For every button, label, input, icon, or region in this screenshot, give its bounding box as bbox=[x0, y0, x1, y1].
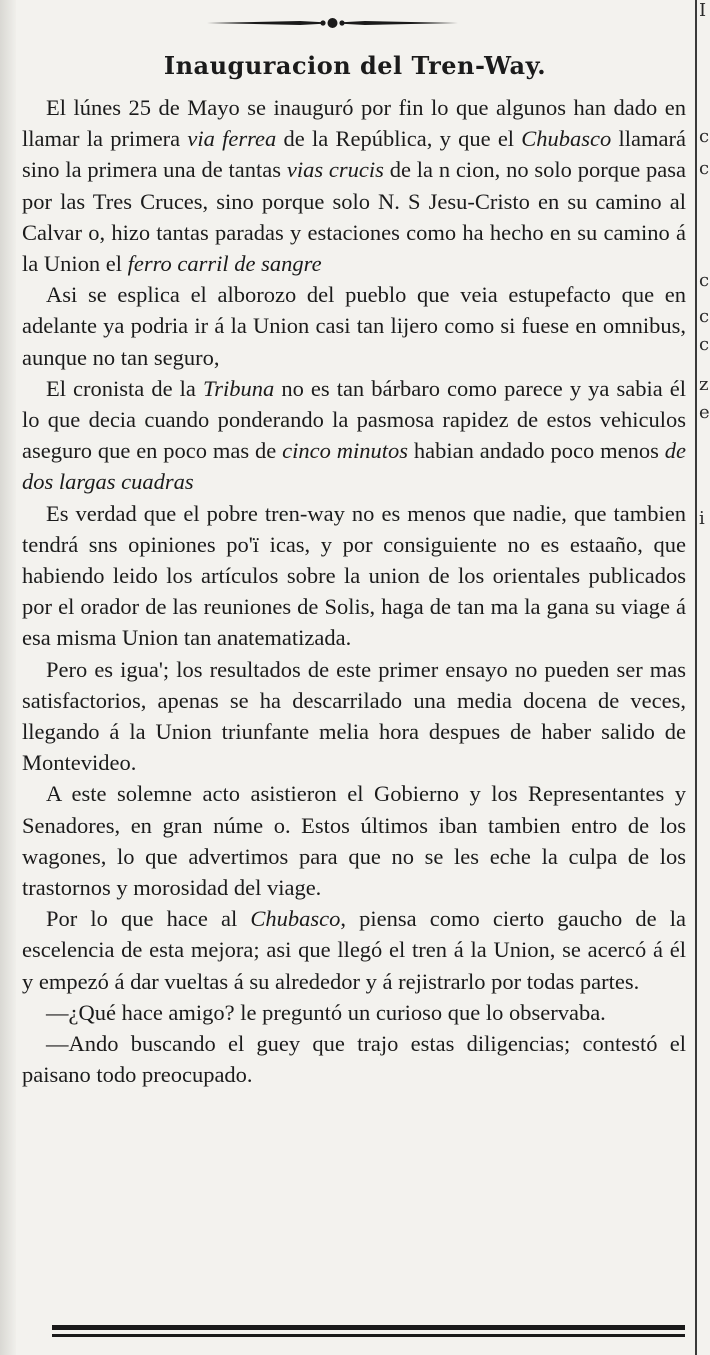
edge-fragment: i bbox=[699, 508, 705, 529]
text-run: Es verdad que el pobre tren-way no es menos que nadie, que tambien tendrá sns opiniones po'ï icas, y por consiguiente no es estaaño, que habiendo leido los artículos sobre la union de los orientales publicados por el orador de las reuniones de Solis, haga de tan ma la gana su viage á esa misma Union tan anatematizada. bbox=[22, 500, 686, 651]
article-body bbox=[22, 92, 686, 1091]
text-run: de la n cion, no solo porque pasa por las Tres Cruces, sino porque solo N. S Jesu-Cristo en su camino al Calvar o, hizo tantas paradas y estaciones como ha hecho en su camino á la Union el bbox=[22, 157, 686, 277]
article-paragraph bbox=[22, 903, 686, 997]
italic-text-run: vias crucis bbox=[286, 157, 384, 183]
article-paragraph bbox=[22, 1028, 686, 1090]
column-divider-rule bbox=[695, 0, 697, 1355]
text-run: Asi se esplica el alborozo del pueblo que veia estupefacto que en adelante ya podria ir á la Union casi tan lijero como si fuese en omnibus, aunque no tan seguro, bbox=[22, 282, 686, 370]
text-run: El cronista de la bbox=[46, 375, 203, 401]
article-paragraph bbox=[22, 279, 686, 373]
ornamental-rule-icon bbox=[205, 14, 460, 32]
edge-fragment: z bbox=[699, 374, 709, 395]
edge-fragment: c bbox=[699, 334, 710, 355]
edge-fragment: e bbox=[699, 402, 710, 423]
italic-text-run: Chubasco bbox=[250, 906, 341, 932]
article-paragraph bbox=[22, 778, 686, 903]
text-run: , piensa como cierto gaucho de la escelencia de esta mejora; asi que llegó el tren á la Union, se acercó á él y empezó á dar vueltas á su alrededor y á rejistrarlo por todas partes. bbox=[22, 906, 686, 994]
article-paragraph bbox=[22, 92, 686, 279]
edge-fragment: c bbox=[699, 126, 710, 147]
article-headline: Inauguracion del Tren-Way. bbox=[163, 51, 547, 80]
italic-text-run: de dos largas cuadras bbox=[22, 438, 686, 495]
article-paragraph bbox=[22, 997, 686, 1028]
text-run: Pero es igua'; los resultados de este primer ensayo no pueden ser mas satisfactorios, apenas se ha descarrilado una media docena de veces, llegando á la Union triunfante melia hora despues de haber salido de Montevideo. bbox=[22, 656, 686, 776]
italic-text-run: ferro carril de sangre bbox=[127, 251, 322, 277]
article-paragraph bbox=[22, 373, 686, 498]
page-left-shadow bbox=[0, 0, 16, 1355]
italic-text-run: cinco minutos bbox=[282, 438, 408, 464]
text-run: no es tan bárbaro como parece y ya sabia él lo que decia cuando ponderando la pasmosa rapidez de estos vehiculos aseguro que en poco mas de bbox=[22, 375, 686, 464]
text-run: —¿Qué hace amigo? le preguntó un curioso que lo observaba. bbox=[46, 999, 606, 1025]
edge-fragment: c bbox=[699, 270, 710, 291]
article-paragraph bbox=[22, 498, 686, 654]
text-run: de la República, y que el bbox=[276, 126, 522, 152]
text-run: El lúnes 25 de Mayo se inauguró por fin lo que algunos han dado en llamar la primera bbox=[22, 95, 686, 152]
text-run: llamará sino la primera una de tantas bbox=[22, 126, 686, 183]
text-run: habian andado poco menos bbox=[407, 438, 665, 464]
text-run: —Ando buscando el guey que trajo estas diligencias; contestó el paisano todo preocupado. bbox=[22, 1031, 686, 1088]
italic-text-run: Tribuna bbox=[202, 375, 275, 401]
edge-fragment: c bbox=[699, 306, 710, 327]
italic-text-run: Chubasco bbox=[521, 126, 612, 152]
text-run: A este solemne acto asistieron el Gobierno y los Representantes y Senadores, en gran núme o. Estos últimos iban tambien entro de los wagones, lo que advertimos para que no se les eche la culpa de los trastornos y morosidad del viage. bbox=[22, 781, 686, 901]
italic-text-run: via ferrea bbox=[187, 126, 277, 152]
article-paragraph bbox=[22, 654, 686, 779]
edge-fragment: I bbox=[699, 0, 707, 21]
end-double-rule bbox=[52, 1325, 685, 1339]
edge-fragment: c bbox=[699, 158, 710, 179]
text-run: Por lo que hace al bbox=[46, 906, 251, 932]
